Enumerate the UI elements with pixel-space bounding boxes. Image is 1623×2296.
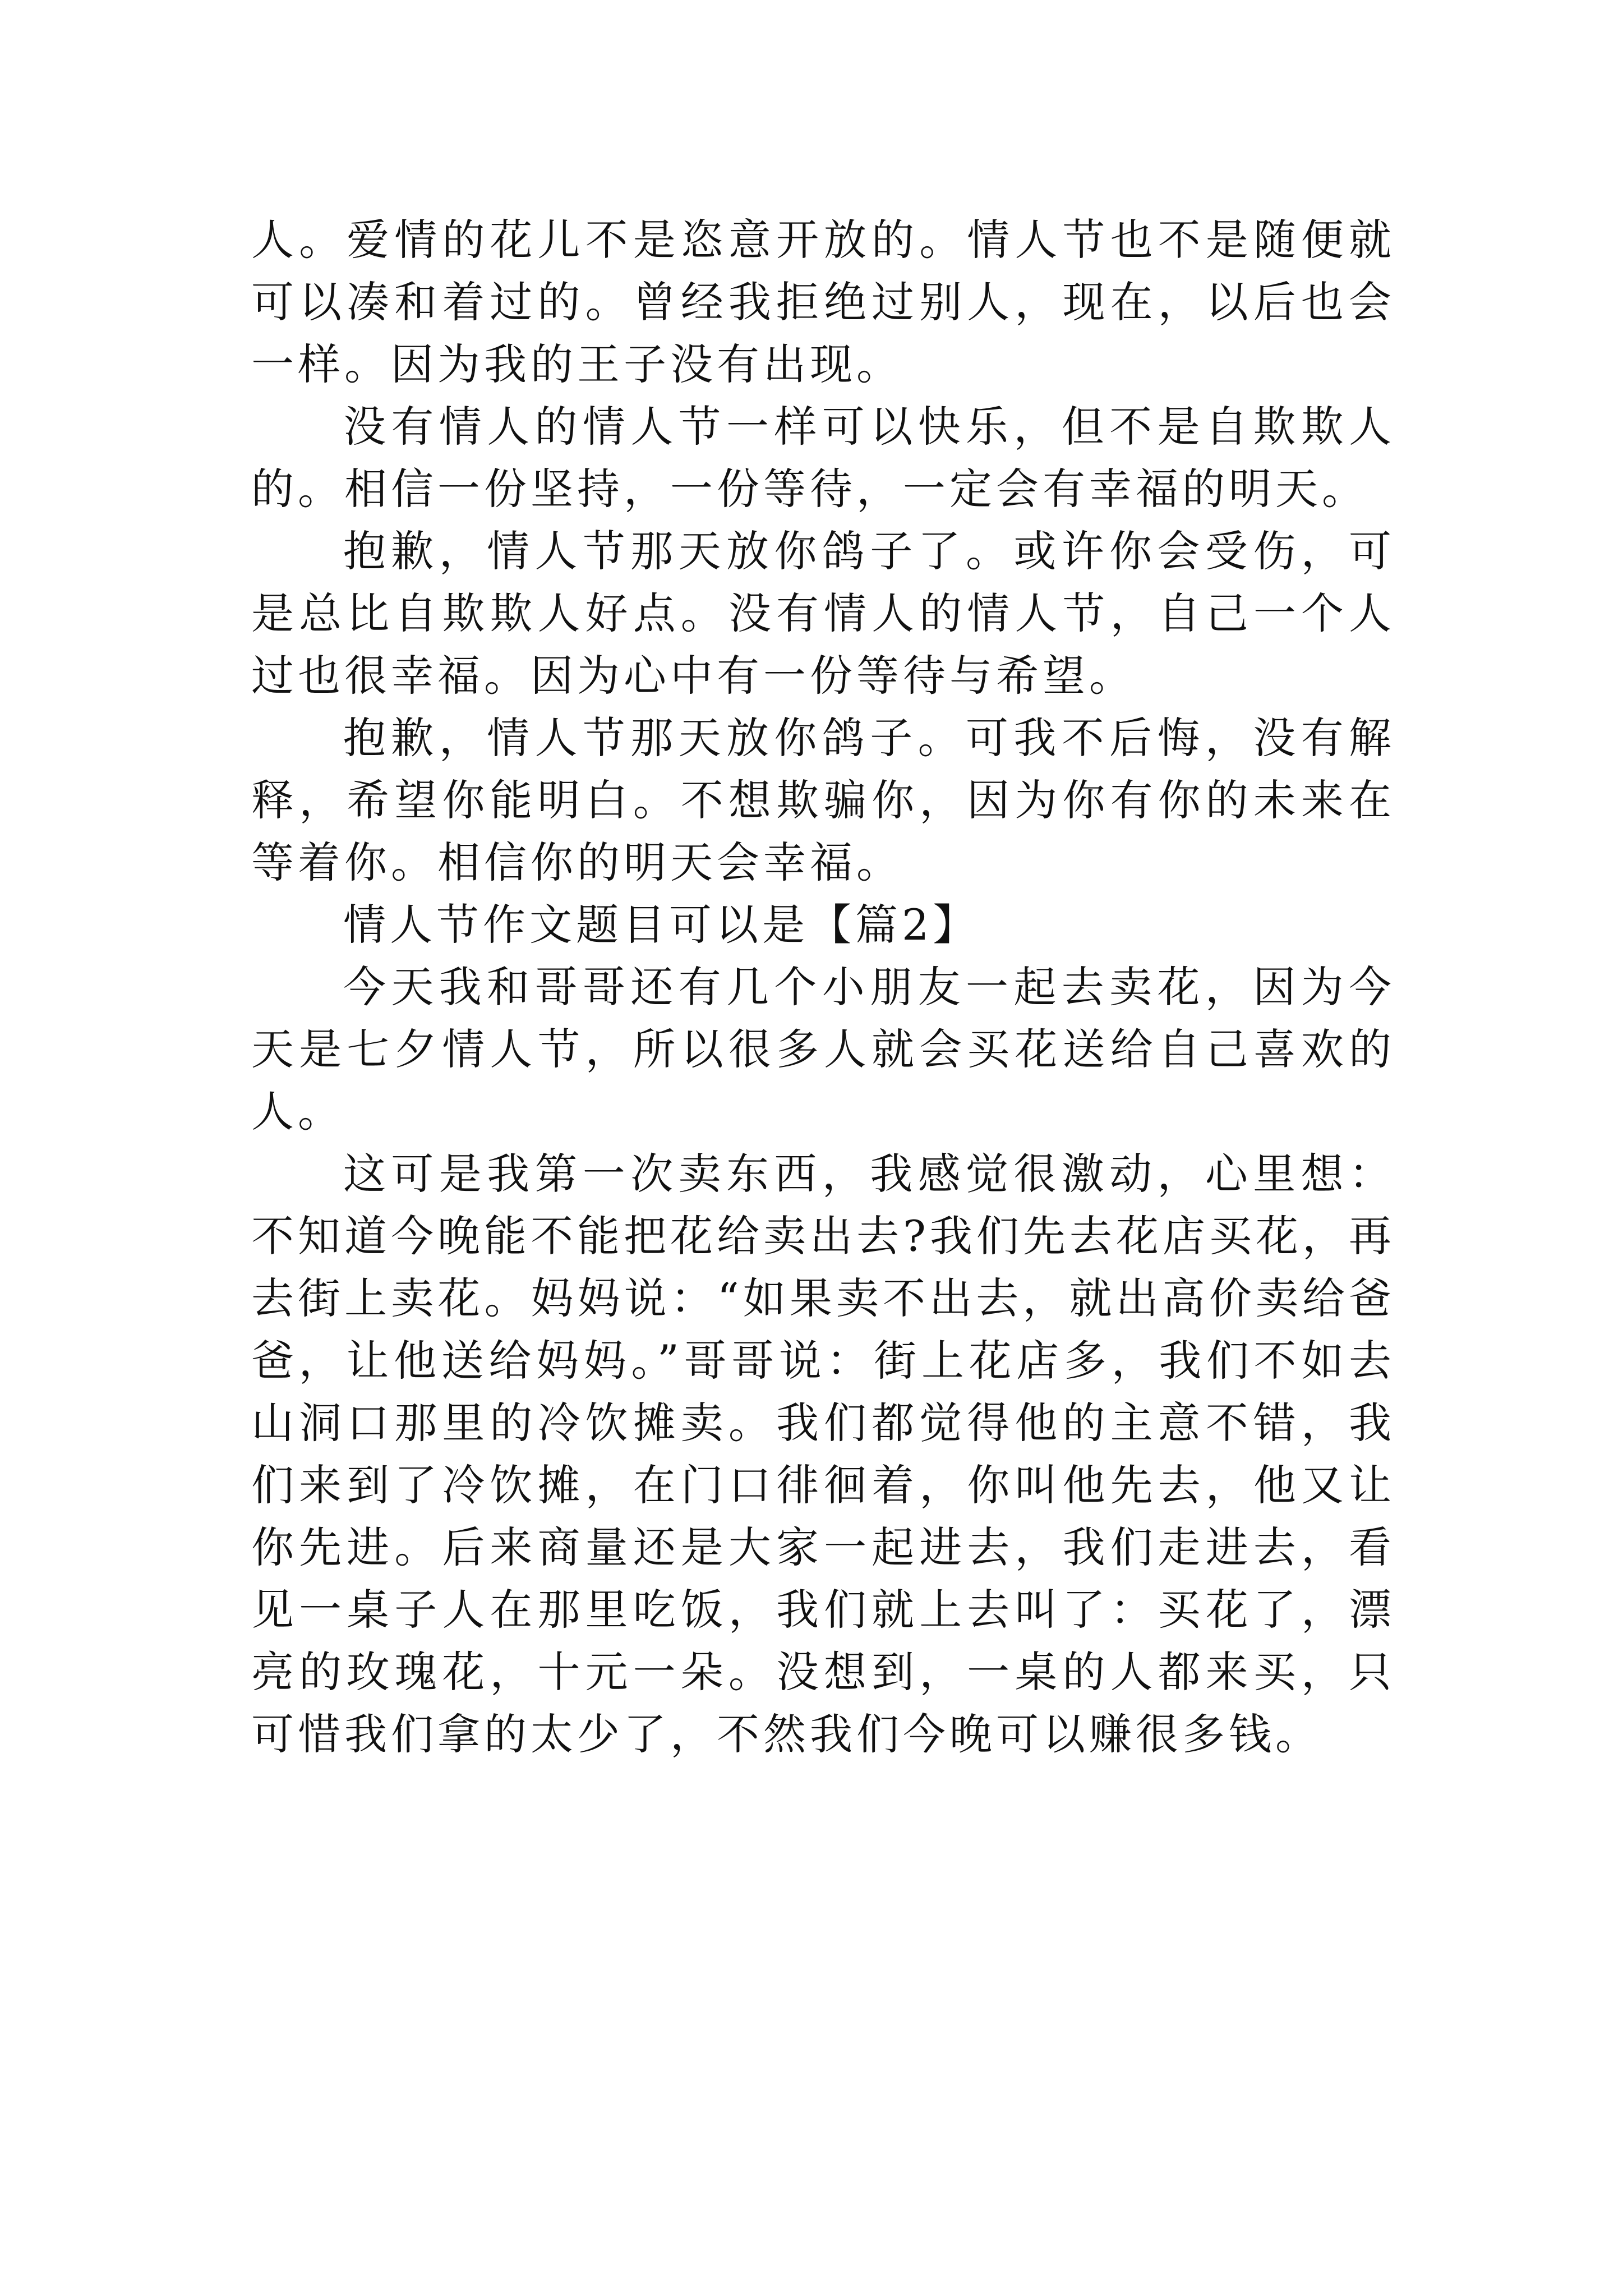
paragraph: 抱歉，情人节那天放你鸽子。可我不后悔，没有解释，希望你能明白。不想欺骗你，因为你有你的未来在等着你。相信你的明天会幸福。: [251, 713, 1395, 887]
paragraph: 今天我和哥哥还有几个小朋友一起去卖花，因为今天是七夕情人节，所以很多人就会买花送给自己喜欢的人。: [251, 962, 1395, 1137]
paragraph: 抱歉，情人节那天放你鸽子了。或许你会受伤，可是总比自欺欺人好点。没有情人的情人节，自己一个人过也很幸福。因为心中有一份等待与希望。: [251, 526, 1395, 701]
section-heading: 情人节作文题目可以是【篇2】: [343, 900, 980, 950]
document-body: [251, 209, 1395, 1765]
paragraph: 没有情人的情人节一样可以快乐，但不是自欺欺人的。相信一份坚持，一份等待，一定会有幸福的明天。: [251, 402, 1395, 514]
paragraph-continuation: 人。爱情的花儿不是恣意开放的。情人节也不是随便就可以凑和着过的。曾经我拒绝过别人，现在，以后也会一样。因为我的王子没有出现。: [251, 215, 1395, 389]
paragraph: 这可是我第一次卖东西，我感觉很激动，心里想：不知道今晚能不能把花给卖出去?我们先去花店买花，再去街上卖花。妈妈说：“如果卖不出去，就出高价卖给爸爸，让他送给妈妈。”哥哥说：街上花店多，我们不如去山洞口那里的冷饮摊卖。我们都觉得他的主意不错，我们来到了冷饮摊，在门口徘徊着，你叫他先去，他又让你先进。后来商量还是大家一起进去，我们走进去，看见一桌子人在那里吃饭，我们就上去叫了：买花了，漂亮的玫瑰花，十元一朵。没想到，一桌的人都来买，只可惜我们拿的太少了，不然我们今晚可以赚很多钱。: [251, 1149, 1395, 1759]
